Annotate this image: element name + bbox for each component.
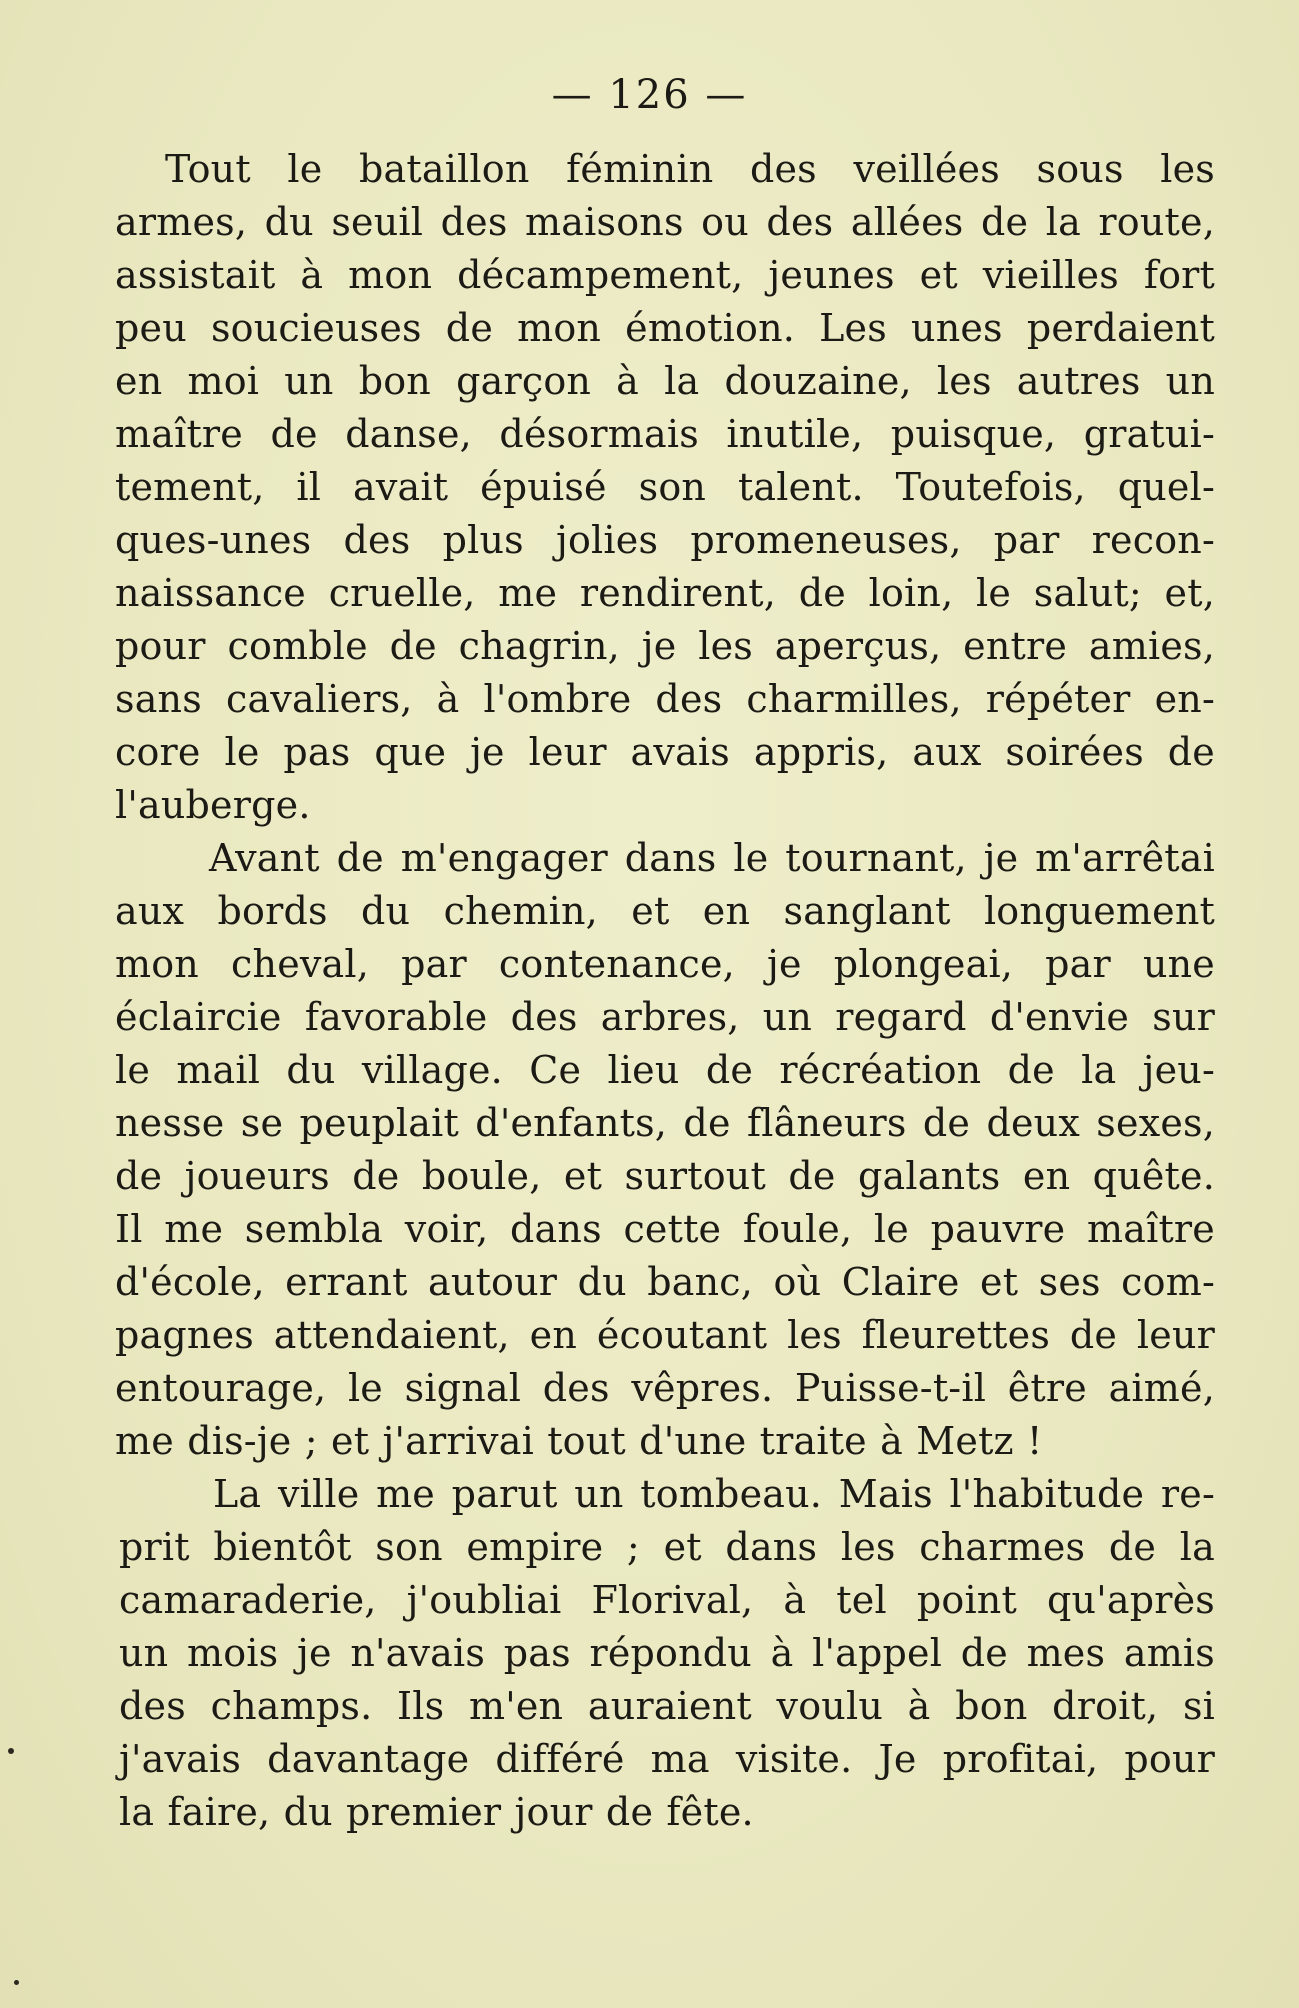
text-line: Tout le bataillon féminin des veillées sous les	[165, 147, 1215, 191]
text-line: camaraderie, j'oubliai Florival, à tel point qu'après	[119, 1578, 1215, 1622]
text-line: peu soucieuses de mon émotion. Les unes perdaient	[115, 306, 1215, 350]
text-line: pour comble de chagrin, je les aperçus, entre amies,	[115, 624, 1215, 668]
text-line: armes, du seuil des maisons ou des allées de la route,	[115, 200, 1215, 244]
page-number: — 126 —	[551, 72, 748, 118]
text-line: assistait à mon décampement, jeunes et vieilles fort	[115, 253, 1215, 297]
text-line: entourage, le signal des vêpres. Puisse-t-il être aimé,	[115, 1366, 1215, 1410]
text-line: core le pas que je leur avais appris, aux soirées de	[115, 730, 1215, 774]
text-line: éclaircie favorable des arbres, un regard d'envie sur	[115, 995, 1215, 1039]
text-line: un mois je n'avais pas répondu à l'appel de mes amis	[119, 1631, 1215, 1675]
text-line: Avant de m'engager dans le tournant, je m'arrêtai	[209, 836, 1215, 880]
text-line: j'avais davantage différé ma visite. Je profitai, pour	[119, 1737, 1215, 1781]
ink-speck	[8, 1748, 14, 1754]
text-line: naissance cruelle, me rendirent, de loin, le salut; et,	[115, 571, 1215, 615]
text-line: l'auberge.	[115, 783, 311, 827]
text-line: ques-unes des plus jolies promeneuses, par recon-	[115, 518, 1215, 562]
text-line: me dis-je ; et j'arrivai tout d'une traite à Metz !	[115, 1419, 1043, 1463]
text-line: le mail du village. Ce lieu de récréation de la jeu-	[115, 1048, 1215, 1092]
text-line: en moi un bon garçon à la douzaine, les autres un	[115, 359, 1215, 403]
text-line: mon cheval, par contenance, je plongeai, par une	[115, 942, 1215, 986]
text-line: des champs. Ils m'en auraient voulu à bon droit, si	[119, 1684, 1215, 1728]
text-line: de joueurs de boule, et surtout de galants en quête.	[115, 1154, 1215, 1198]
paragraph-3	[119, 1468, 1215, 1839]
text-line: la faire, du premier jour de fête.	[119, 1790, 754, 1834]
text-line: La ville me parut un tombeau. Mais l'habitude re-	[213, 1472, 1215, 1516]
paragraph-1	[115, 143, 1215, 832]
text-line: tement, il avait épuisé son talent. Toutefois, quel-	[115, 465, 1215, 509]
text-line: aux bords du chemin, et en sanglant longuement	[115, 889, 1215, 933]
text-line: sans cavaliers, à l'ombre des charmilles, répéter en-	[115, 677, 1215, 721]
text-line: prit bientôt son empire ; et dans les charmes de la	[119, 1525, 1215, 1569]
text-line: maître de danse, désormais inutile, puisque, gratui-	[115, 412, 1215, 456]
text-line: Il me sembla voir, dans cette foule, le pauvre maître	[115, 1207, 1215, 1251]
text-line: pagnes attendaient, en écoutant les fleurettes de leur	[115, 1313, 1215, 1357]
text-line: nesse se peuplait d'enfants, de flâneurs de deux sexes,	[115, 1101, 1215, 1145]
body-text	[115, 143, 1215, 1839]
paragraph-2	[115, 832, 1215, 1468]
text-line: d'école, errant autour du banc, où Claire et ses com-	[115, 1260, 1215, 1304]
ink-speck	[14, 1980, 19, 1985]
